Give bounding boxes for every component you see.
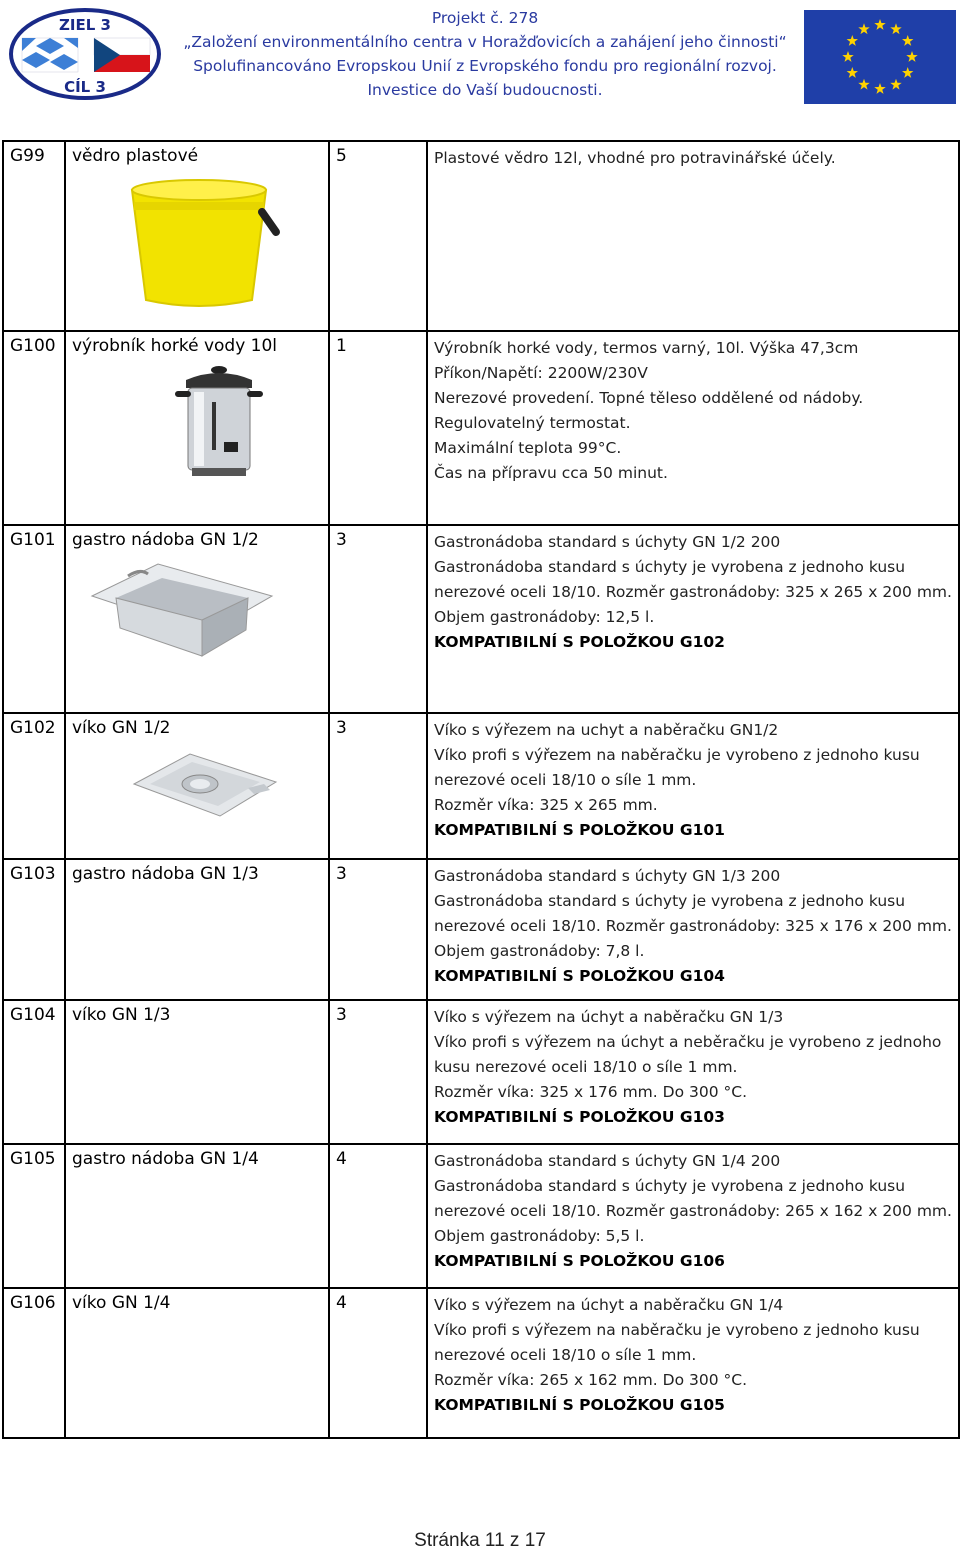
item-row [3, 859, 959, 1000]
description-line: Víko profi s výřezem na úchyt a neběračku je vyrobeno z jednoho [434, 1033, 942, 1051]
description-line: nerezové oceli 18/10. Rozměr gastronádoby: 325 x 176 x 200 mm. [434, 917, 952, 935]
description-line: Gastronádoba standard s úchyty je vyrobena z jednoho kusu [434, 558, 906, 576]
item-name-cell [65, 141, 329, 331]
description-line: Víko s výřezem na úchyt a naběračku GN 1/4 [434, 1296, 784, 1314]
item-name-cell [65, 859, 329, 1000]
item-description [427, 1144, 959, 1288]
logo-text-top: ZIEL 3 [59, 16, 111, 34]
item-name: gastro nádoba GN 1/3 [72, 864, 259, 884]
description-line: Maximální teplota 99°C. [434, 439, 622, 457]
item-name-cell [65, 1000, 329, 1144]
description-line: nerezové oceli 18/10 o síle 1 mm. [434, 1346, 697, 1364]
description-line: Objem gastronádoby: 12,5 l. [434, 608, 655, 626]
item-name-cell [65, 1288, 329, 1438]
item-quantity: 5 [329, 141, 427, 331]
description-line: Víko s výřezem na uchyt a naběračku GN1/2 [434, 721, 779, 739]
item-description [427, 713, 959, 859]
description-line: Výrobník horké vody, termos varný, 10l. Výška 47,3cm [434, 339, 859, 357]
item-quantity: 3 [329, 859, 427, 1000]
item-name: gastro nádoba GN 1/4 [72, 1149, 259, 1169]
item-code: G105 [3, 1144, 65, 1288]
compatibility-note: KOMPATIBILNÍ S POLOŽKOU G103 [434, 1108, 725, 1126]
item-description [427, 1000, 959, 1144]
item-name: vědro plastové [72, 146, 199, 166]
description-line: Gastronádoba standard s úchyty GN 1/3 200 [434, 867, 781, 885]
description-line: Objem gastronádoby: 5,5 l. [434, 1227, 645, 1245]
item-quantity: 3 [329, 713, 427, 859]
description-line: Regulovatelný termostat. [434, 414, 631, 432]
description-line: Gastronádoba standard s úchyty GN 1/2 200 [434, 533, 781, 551]
gastro-pan-image [88, 556, 288, 666]
item-row [3, 141, 959, 331]
item-name: výrobník horké vody 10l [72, 336, 278, 356]
eu-flag-icon [804, 10, 956, 104]
description-line: Čas na přípravu cca 50 minut. [434, 464, 668, 482]
item-code: G99 [3, 141, 65, 331]
items-table [2, 140, 960, 1439]
item-code: G103 [3, 859, 65, 1000]
description-line: Víko profi s výřezem na naběračku je vyrobeno z jednoho kusu [434, 1321, 920, 1339]
item-name-cell [65, 525, 329, 713]
item-row [3, 1144, 959, 1288]
item-quantity: 4 [329, 1144, 427, 1288]
description-line: Rozměr víka: 325 x 265 mm. [434, 796, 658, 814]
description-line: Příkon/Napětí: 2200W/230V [434, 364, 648, 382]
item-code: G102 [3, 713, 65, 859]
description-line: Víko s výřezem na úchyt a naběračku GN 1/3 [434, 1008, 784, 1026]
czech-flag-icon [94, 38, 150, 72]
bavaria-flag-icon [22, 38, 78, 72]
item-row [3, 331, 959, 525]
project-line: Projekt č. 278 [431, 9, 539, 27]
item-name: víko GN 1/4 [72, 1293, 171, 1313]
item-description [427, 525, 959, 713]
description-line: nerezové oceli 18/10. Rozměr gastronádoby: 265 x 162 x 200 mm. [434, 1202, 952, 1220]
item-description [427, 331, 959, 525]
description-line: nerezové oceli 18/10 o síle 1 mm. [434, 771, 697, 789]
ziel3-logo [8, 6, 163, 102]
water-boiler-image [164, 362, 274, 482]
compatibility-note: KOMPATIBILNÍ S POLOŽKOU G101 [434, 821, 725, 839]
item-row [3, 525, 959, 713]
description-line: nerezové oceli 18/10. Rozměr gastronádoby: 325 x 265 x 200 mm. [434, 583, 952, 601]
item-description [427, 859, 959, 1000]
item-description [427, 1288, 959, 1438]
description-line: Gastronádoba standard s úchyty GN 1/4 200 [434, 1152, 781, 1170]
item-name-cell [65, 713, 329, 859]
item-name-cell [65, 1144, 329, 1288]
item-row [3, 1000, 959, 1144]
slogan-line: Investice do Vaší budoucnosti. [367, 81, 603, 99]
item-code: G100 [3, 331, 65, 525]
item-quantity: 4 [329, 1288, 427, 1438]
compatibility-note: KOMPATIBILNÍ S POLOŽKOU G105 [434, 1396, 725, 1414]
description-line: Rozměr víka: 325 x 176 mm. Do 300 °C. [434, 1083, 747, 1101]
item-code: G106 [3, 1288, 65, 1438]
description-line: Objem gastronádoby: 7,8 l. [434, 942, 645, 960]
description-line: Gastronádoba standard s úchyty je vyrobena z jednoho kusu [434, 892, 906, 910]
item-name: gastro nádoba GN 1/2 [72, 530, 259, 550]
compatibility-note: KOMPATIBILNÍ S POLOŽKOU G102 [434, 633, 725, 651]
pan-lid-image [130, 744, 280, 824]
compatibility-note: KOMPATIBILNÍ S POLOŽKOU G106 [434, 1252, 725, 1270]
item-row [3, 713, 959, 859]
description-line: kusu nerezové oceli 18/10 o síle 1 mm. [434, 1058, 738, 1076]
title-line: „Založení environmentálního centra v Horažďovicích a zahájení jeho činnosti“ [183, 33, 787, 51]
funding-line: Spolufinancováno Evropskou Unií z Evropského fondu pro regionální rozvoj. [193, 57, 777, 75]
page-number: Stránka 11 z 17 [414, 1530, 546, 1551]
item-name: víko GN 1/3 [72, 1005, 171, 1025]
item-code: G104 [3, 1000, 65, 1144]
item-quantity: 3 [329, 1000, 427, 1144]
header-text [170, 6, 800, 102]
description-line: Rozměr víka: 265 x 162 mm. Do 300 °C. [434, 1371, 747, 1389]
page-header [0, 0, 960, 120]
item-quantity: 1 [329, 331, 427, 525]
description-line: Gastronádoba standard s úchyty je vyrobena z jednoho kusu [434, 1177, 906, 1195]
compatibility-note: KOMPATIBILNÍ S POLOŽKOU G104 [434, 967, 725, 985]
description-line: Nerezové provedení. Topné těleso oddělené od nádoby. [434, 389, 864, 407]
item-code: G101 [3, 525, 65, 713]
item-quantity: 3 [329, 525, 427, 713]
description-line: Plastové vědro 12l, vhodné pro potravinářské účely. [434, 149, 836, 167]
logo-text-bottom: CÍL 3 [64, 78, 106, 96]
item-description [427, 141, 959, 331]
yellow-bucket-image [124, 172, 284, 312]
item-name-cell [65, 331, 329, 525]
item-name: víko GN 1/2 [72, 718, 171, 738]
item-row [3, 1288, 959, 1438]
description-line: Víko profi s výřezem na naběračku je vyrobeno z jednoho kusu [434, 746, 920, 764]
